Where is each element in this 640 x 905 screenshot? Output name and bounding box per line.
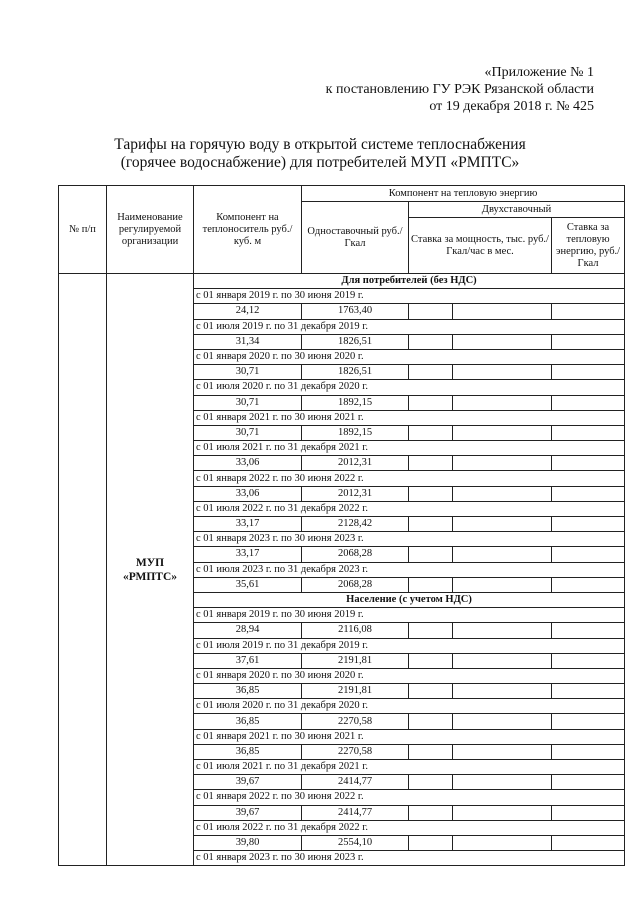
single-rate-value: 2068,28	[302, 577, 409, 592]
period-label: с 01 июля 2022 г. по 31 декабря 2022 г.	[194, 501, 625, 516]
power-rate-value	[409, 714, 453, 729]
carrier-value: 33,17	[194, 517, 302, 532]
single-rate-value: 2012,31	[302, 486, 409, 501]
single-rate-value: 2554,10	[302, 835, 409, 850]
carrier-value: 35,61	[194, 577, 302, 592]
power-rate-value	[409, 486, 453, 501]
carrier-value: 33,06	[194, 486, 302, 501]
energy-rate-value	[552, 304, 625, 319]
single-rate-value: 2414,77	[302, 775, 409, 790]
energy-rate-value	[552, 334, 625, 349]
carrier-value: 39,67	[194, 775, 302, 790]
period-label: с 01 января 2022 г. по 30 июня 2022 г.	[194, 471, 625, 486]
header-double: Двухставочный	[409, 202, 625, 218]
single-rate-value: 2414,77	[302, 805, 409, 820]
power-rate-value-extra	[453, 653, 552, 668]
period-label: с 01 января 2019 г. по 30 июня 2019 г.	[194, 608, 625, 623]
power-rate-value	[409, 577, 453, 592]
carrier-value: 31,34	[194, 334, 302, 349]
period-label: с 01 июля 2020 г. по 31 декабря 2020 г.	[194, 380, 625, 395]
energy-rate-value	[552, 684, 625, 699]
carrier-value: 33,17	[194, 547, 302, 562]
header-power: Ставка за мощность, тыс. руб./Гкал/час в мес.	[409, 218, 552, 274]
carrier-value: 24,12	[194, 304, 302, 319]
period-label: с 01 января 2023 г. по 30 июня 2023 г.	[194, 851, 625, 866]
single-rate-value: 2068,28	[302, 547, 409, 562]
power-rate-value-extra	[453, 425, 552, 440]
period-label: с 01 января 2020 г. по 30 июня 2020 г.	[194, 668, 625, 683]
org-name-line-2: «РМПТС»	[122, 570, 178, 583]
period-label: с 01 января 2019 г. по 30 июня 2019 г.	[194, 289, 625, 304]
header-rate: Ставка за тепловую энергию, руб./Гкал	[552, 218, 625, 274]
energy-rate-value	[552, 577, 625, 592]
power-rate-value	[409, 304, 453, 319]
document-title	[0, 136, 640, 172]
power-rate-value	[409, 365, 453, 380]
energy-rate-value	[552, 547, 625, 562]
energy-rate-value	[552, 365, 625, 380]
single-rate-value: 1826,51	[302, 365, 409, 380]
power-rate-value	[409, 517, 453, 532]
resolution-date-line: от 19 декабря 2018 г. № 425	[429, 99, 594, 114]
energy-rate-value	[552, 714, 625, 729]
energy-rate-value	[552, 653, 625, 668]
power-rate-value-extra	[453, 365, 552, 380]
section-title: Для потребителей (без НДС)	[194, 274, 625, 289]
energy-rate-value	[552, 486, 625, 501]
title-line-2: (горячее водоснабжение) для потребителей МУП «РМПТС»	[120, 154, 520, 171]
period-label: с 01 января 2023 г. по 30 июня 2023 г.	[194, 532, 625, 547]
period-label: с 01 января 2022 г. по 30 июня 2022 г.	[194, 790, 625, 805]
power-rate-value-extra	[453, 623, 552, 638]
power-rate-value-extra	[453, 395, 552, 410]
tariff-table	[58, 185, 625, 866]
organization-name-cell	[107, 274, 194, 866]
appendix-line: «Приложение № 1	[484, 65, 594, 80]
power-rate-value-extra	[453, 304, 552, 319]
carrier-value: 28,94	[194, 623, 302, 638]
energy-rate-value	[552, 835, 625, 850]
single-rate-value: 2191,81	[302, 653, 409, 668]
single-rate-value: 1763,40	[302, 304, 409, 319]
header-num: № п/п	[59, 186, 107, 274]
tariff-table-body	[59, 274, 625, 866]
power-rate-value-extra	[453, 714, 552, 729]
energy-rate-value	[552, 623, 625, 638]
period-label: с 01 июля 2022 г. по 31 декабря 2022 г.	[194, 820, 625, 835]
period-label: с 01 июля 2019 г. по 31 декабря 2019 г.	[194, 319, 625, 334]
power-rate-value	[409, 684, 453, 699]
header-energy: Компонент на тепловую энергию	[302, 186, 625, 202]
carrier-value: 39,67	[194, 805, 302, 820]
period-label: с 01 июля 2023 г. по 31 декабря 2023 г.	[194, 562, 625, 577]
resolution-line: к постановлению ГУ РЭК Рязанской области	[325, 82, 594, 97]
energy-rate-value	[552, 425, 625, 440]
period-label: с 01 июля 2021 г. по 31 декабря 2021 г.	[194, 760, 625, 775]
power-rate-value-extra	[453, 334, 552, 349]
period-label: с 01 января 2021 г. по 30 июня 2021 г.	[194, 410, 625, 425]
carrier-value: 36,85	[194, 744, 302, 759]
period-label: с 01 июля 2021 г. по 31 декабря 2021 г.	[194, 441, 625, 456]
row-number-cell	[59, 274, 107, 866]
single-rate-value: 2270,58	[302, 714, 409, 729]
single-rate-value: 2270,58	[302, 744, 409, 759]
title-line-1: Тарифы на горячую воду в открытой системе теплоснабжения	[114, 136, 526, 153]
energy-rate-value	[552, 805, 625, 820]
energy-rate-value	[552, 517, 625, 532]
single-rate-value: 2191,81	[302, 684, 409, 699]
power-rate-value	[409, 805, 453, 820]
power-rate-value	[409, 744, 453, 759]
period-label: с 01 января 2020 г. по 30 июня 2020 г.	[194, 349, 625, 364]
power-rate-value	[409, 334, 453, 349]
single-rate-value: 2128,42	[302, 517, 409, 532]
period-label: с 01 июля 2019 г. по 31 декабря 2019 г.	[194, 638, 625, 653]
power-rate-value-extra	[453, 805, 552, 820]
carrier-value: 33,06	[194, 456, 302, 471]
power-rate-value-extra	[453, 835, 552, 850]
power-rate-value	[409, 547, 453, 562]
power-rate-value-extra	[453, 744, 552, 759]
document-header	[326, 64, 594, 115]
single-rate-value: 1892,15	[302, 395, 409, 410]
energy-rate-value	[552, 775, 625, 790]
carrier-value: 37,61	[194, 653, 302, 668]
header-single: Одноставочный руб./Гкал	[302, 202, 409, 274]
carrier-value: 30,71	[194, 395, 302, 410]
single-rate-value: 1826,51	[302, 334, 409, 349]
power-rate-value-extra	[453, 577, 552, 592]
carrier-value: 39,80	[194, 835, 302, 850]
power-rate-value	[409, 835, 453, 850]
power-rate-value	[409, 775, 453, 790]
section-title: Население (с учетом НДС)	[194, 592, 625, 607]
carrier-value: 36,85	[194, 714, 302, 729]
power-rate-value-extra	[453, 775, 552, 790]
power-rate-value	[409, 456, 453, 471]
power-rate-value	[409, 425, 453, 440]
single-rate-value: 2012,31	[302, 456, 409, 471]
power-rate-value	[409, 623, 453, 638]
single-rate-value: 1892,15	[302, 425, 409, 440]
power-rate-value-extra	[453, 684, 552, 699]
single-rate-value: 2116,08	[302, 623, 409, 638]
power-rate-value-extra	[453, 547, 552, 562]
carrier-value: 30,71	[194, 425, 302, 440]
energy-rate-value	[552, 456, 625, 471]
section-row	[59, 274, 625, 289]
power-rate-value-extra	[453, 517, 552, 532]
carrier-value: 30,71	[194, 365, 302, 380]
energy-rate-value	[552, 744, 625, 759]
period-label: с 01 июля 2020 г. по 31 декабря 2020 г.	[194, 699, 625, 714]
org-name-line-1: МУП	[135, 556, 165, 569]
power-rate-value-extra	[453, 486, 552, 501]
power-rate-value-extra	[453, 456, 552, 471]
carrier-value: 36,85	[194, 684, 302, 699]
energy-rate-value	[552, 395, 625, 410]
period-label: с 01 января 2021 г. по 30 июня 2021 г.	[194, 729, 625, 744]
power-rate-value	[409, 653, 453, 668]
power-rate-value	[409, 395, 453, 410]
header-carrier: Компонент на теплоноситель руб./куб. м	[194, 186, 302, 274]
header-org: Наименование регулируемой организации	[107, 186, 194, 274]
